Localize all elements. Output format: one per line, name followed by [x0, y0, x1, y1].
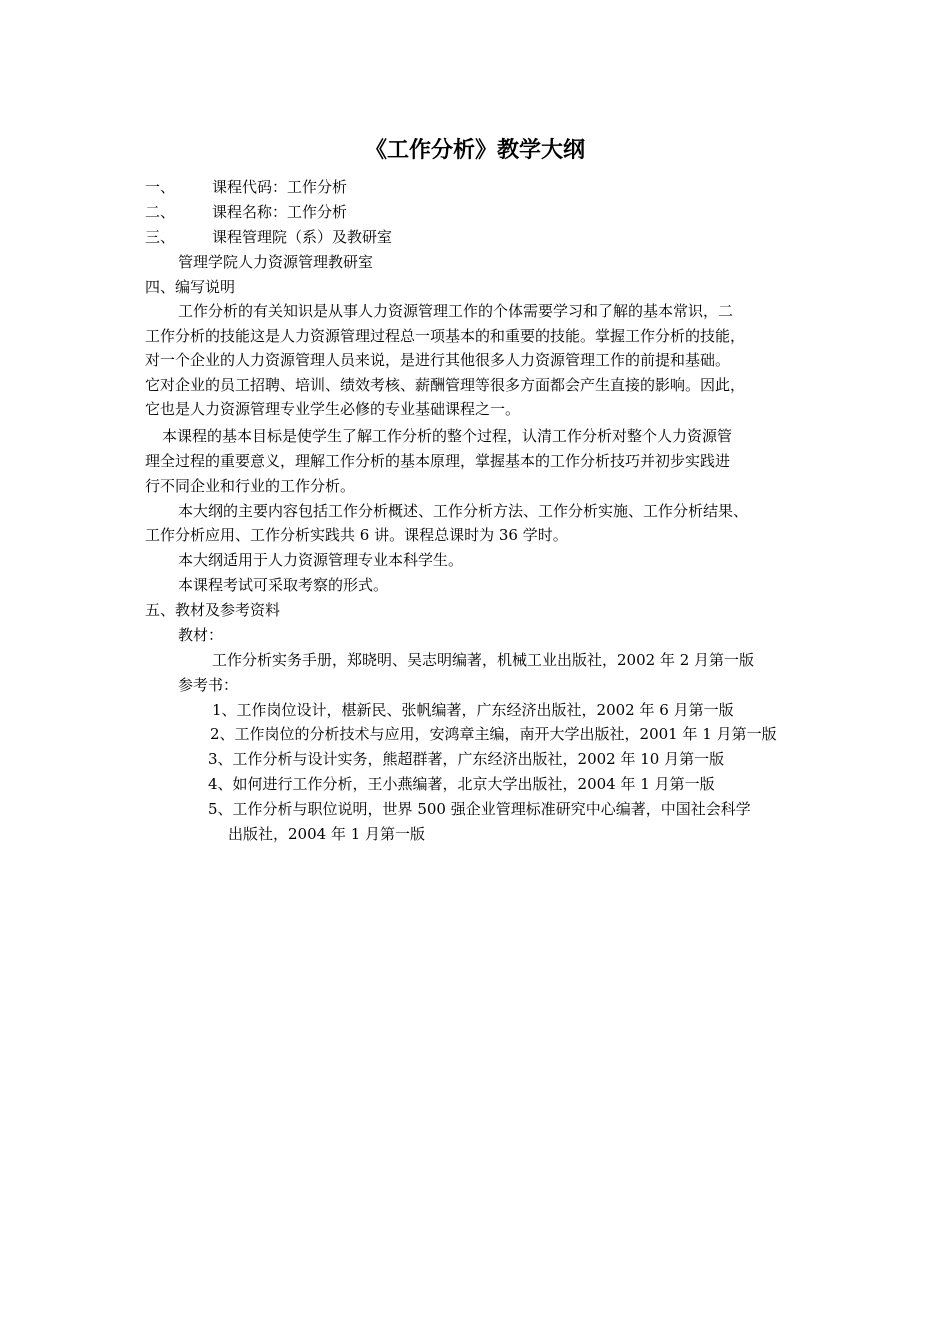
document-title: 《工作分析》教学大纲	[364, 138, 585, 163]
paragraph-line: 本大纲适用于人力资源管理专业本科学生。	[178, 551, 464, 569]
textbook-label: 教材：	[178, 626, 224, 644]
reference-item: 5、工作分析与职位说明，世界 500 强企业管理标准研究中心编著，中国社会科学	[208, 800, 751, 818]
paragraph-line: 它对企业的员工招聘、培训、绩效考核、薪酬管理等很多方面都会产生直接的影响。因此，	[145, 376, 746, 394]
paragraph-line: 理全过程的重要意义，理解工作分析的基本原理，掌握基本的工作分析技巧并初步实践进	[145, 452, 731, 470]
paragraph-line: 本大纲的主要内容包括工作分析概述、工作分析方法、工作分析实施、工作分析结果、	[178, 502, 749, 520]
references-label: 参考书：	[178, 676, 239, 694]
paragraph-line: 工作分析的技能这是人力资源管理过程总一项基本的和重要的技能。掌握工作分析的技能，	[145, 327, 746, 345]
reference-item: 3、工作分析与设计实务，熊超群著，广东经济出版社，2002 年 10 月第一版	[208, 750, 725, 768]
reference-item: 4、如何进行工作分析，王小燕编著，北京大学出版社，2004 年 1 月第一版	[208, 775, 715, 793]
item-text: 课程代码：工作分析	[212, 178, 348, 196]
paragraph-line: 本课程考试可采取考察的形式。	[178, 576, 389, 594]
item-number: 二、	[145, 203, 176, 221]
reference-item: 1、工作岗位设计，椹新民、张帆编著，广东经济出版社，2002 年 6 月第一版	[212, 701, 734, 719]
item-text: 课程名称：工作分析	[212, 203, 348, 221]
department-line: 管理学院人力资源管理教研室	[178, 253, 374, 271]
reference-item-continuation: 出版社，2004 年 1 月第一版	[228, 825, 426, 843]
item-text: 课程管理院（系）及教研室	[212, 228, 393, 246]
paragraph-line: 工作分析应用、工作分析实践共 6 讲。课程总课时为 36 学时。	[145, 526, 568, 544]
item-number: 三、	[145, 228, 176, 246]
paragraph-line: 本课程的基本目标是使学生了解工作分析的整个过程，认清工作分析对整个人力资源管	[162, 427, 733, 445]
section-heading: 四、编写说明	[145, 278, 236, 296]
paragraph-line: 它也是人力资源管理专业学生必修的专业基础课程之一。	[145, 400, 521, 418]
item-number: 一、	[145, 178, 176, 196]
section-heading: 五、教材及参考资料	[145, 601, 281, 619]
reference-item: 2、工作岗位的分析技术与应用，安鸿章主编，南开大学出版社，2001 年 1 月第一版	[210, 725, 777, 743]
paragraph-line: 工作分析的有关知识是从事人力资源管理工作的个体需要学习和了解的基本常识，二	[178, 302, 734, 320]
textbook-entry: 工作分析实务手册，郑晓明、吴志明编著，机械工业出版社，2002 年 2 月第一版	[212, 651, 755, 669]
paragraph-line: 对一个企业的人力资源管理人员来说，是进行其他很多人力资源管理工作的前提和基础。	[145, 351, 731, 369]
paragraph-line: 行不同企业和行业的工作分析。	[145, 477, 356, 495]
